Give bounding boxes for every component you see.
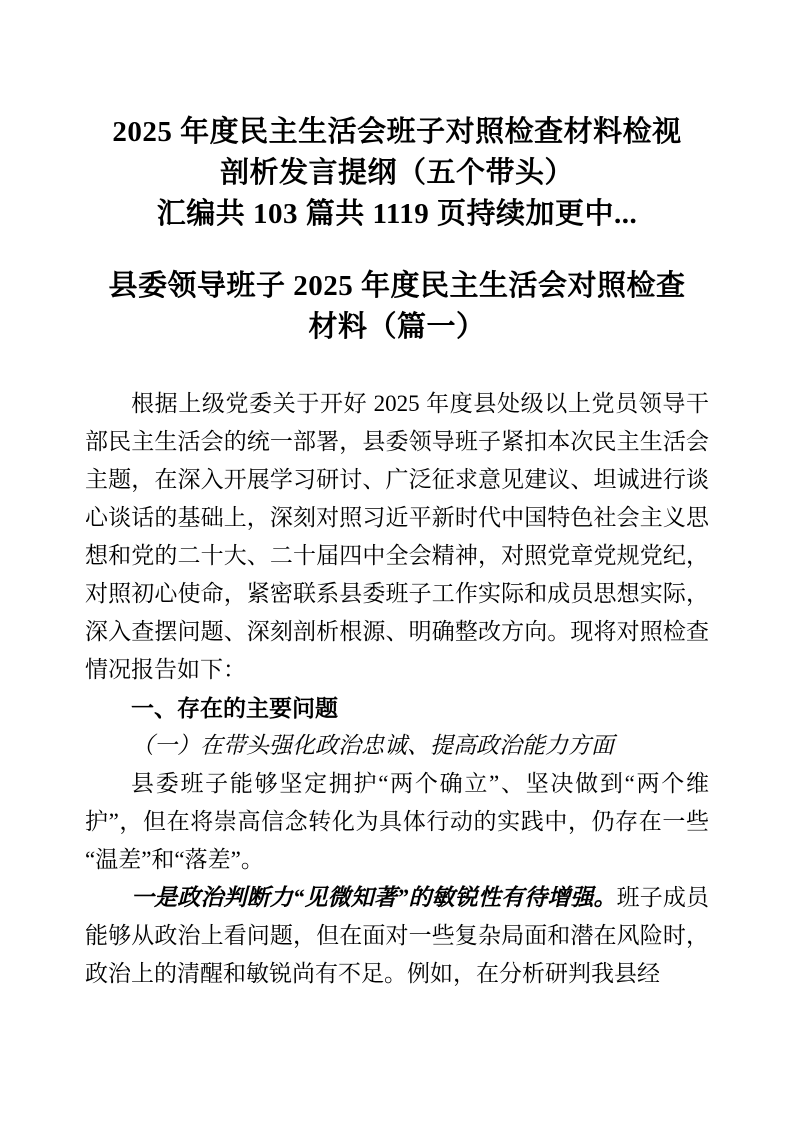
article-title-line-1: 县委领导班子 2025 年度民主生活会对照检查 — [108, 270, 686, 302]
paragraph-overview — [85, 765, 709, 879]
compilation-title-line-3: 汇编共 103 篇共 1119 页持续加更中... — [156, 198, 638, 230]
section-heading-1: 一、存在的主要问题 — [131, 695, 338, 721]
paragraph-point-one — [85, 879, 709, 993]
compilation-title-line-1: 2025 年度民主生活会班子对照检查材料检视 — [112, 116, 682, 148]
subsection-heading-1: （一）在带头强化政治忠诚、提高政治能力方面 — [131, 733, 614, 758]
compilation-title-line-2: 剖析发言提纲（五个带头） — [219, 157, 574, 189]
document-body — [85, 385, 709, 993]
paragraph-point-one-rest: 班子成员能够从政治上看问题，但在面对一些复杂局面和潜在风险时，政治上的清醒和敏锐尚有不足。例如，在分析研判我县经 — [85, 885, 710, 986]
article-title — [85, 266, 709, 348]
article-title-line-2: 材料（篇一） — [308, 311, 486, 343]
paragraph-point-one-lead: 一是政治判断力“见微知著”的敏锐性有待增强。 — [131, 885, 617, 910]
compilation-title — [85, 112, 709, 235]
paragraph-overview-text: 县委班子能够坚定拥护“两个确立”、坚决做到“两个维护”，但在将崇高信念转化为具体行动的实践中，仍存在一些“温差”和“落差”。 — [85, 771, 709, 872]
intro-paragraph: 根据上级党委关于开好 2025 年度县处级以上党员领导干部民主生活会的统一部署，县委领导班子紧扣本次民主生活会主题，在深入开展学习研讨、广泛征求意见建议、坦诚进行谈心谈话的基础上，深刻对照习近平新时代中国特色社会主义思想和党的二十大、二十届四中全会精神，对照党章党规党纪，对照初心使命，紧密联系县委班子工作实际和成员思想实际，深入查摆问题、深刻剖析根源、明确整改方向。现将对照检查情况报告如下： — [85, 391, 709, 682]
